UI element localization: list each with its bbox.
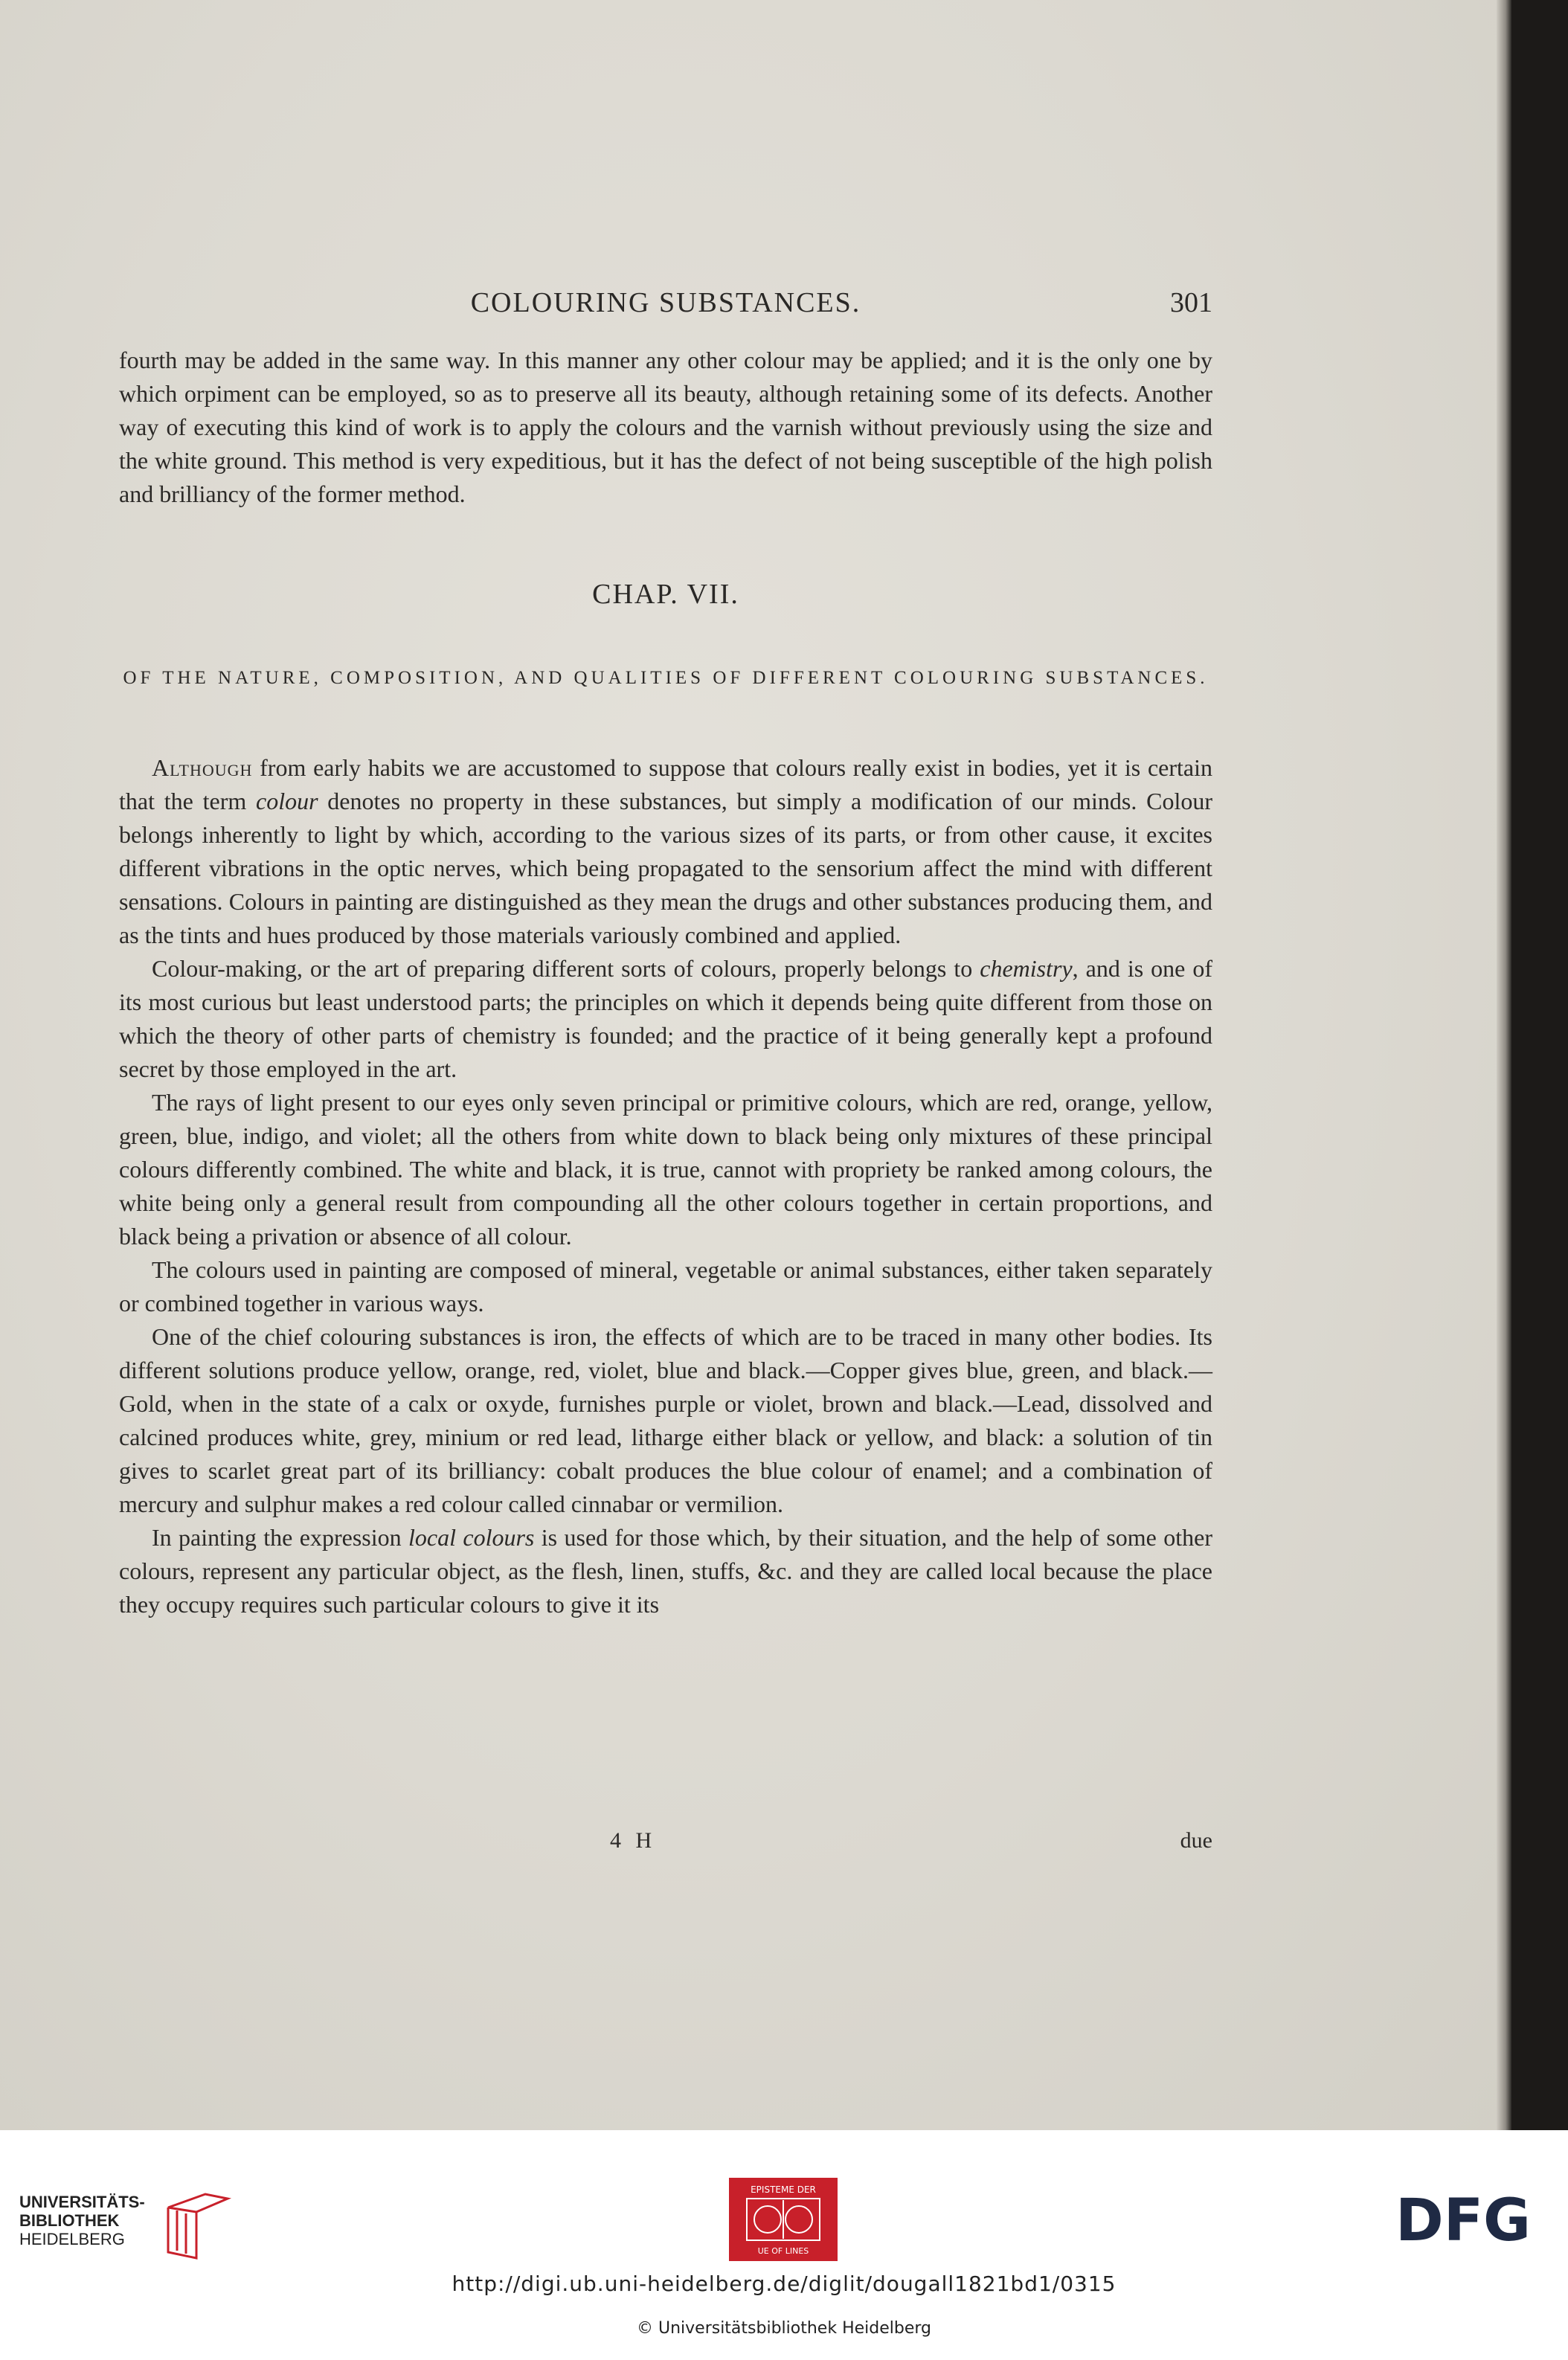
paragraph-6-italic: local colours	[408, 1524, 535, 1551]
library-name-line2: BIBLIOTHEK	[19, 2211, 120, 2230]
library-name-line1: UNIVERSITÄTS-	[19, 2193, 145, 2211]
chapter-heading: CHAP. VII.	[592, 579, 739, 610]
running-title: COLOURING SUBSTANCES.	[470, 287, 861, 318]
body-text	[119, 344, 1212, 1621]
paragraph-6-part-a: In painting the expression	[152, 1524, 409, 1551]
paragraph-1-italic: colour	[256, 788, 318, 814]
dfg-wordmark-icon	[1395, 2190, 1544, 2249]
paragraph-6	[119, 1521, 1212, 1621]
page-number: 301	[1170, 287, 1212, 318]
library-name	[19, 2193, 145, 2248]
paragraph-2-italic: chemistry	[980, 955, 1073, 982]
paragraph-5: One of the chief colouring substances is iron, the effects of which are to be traced in many other bodies. Its different solutions produce yellow, orange, red, violet, blue and black.—Copper gives blue, green, and black.—Gold, when in the state of a calx or oxyde, furnishes purple or violet, brown and black.—Lead, dissolved and calcined produces white, grey, minium or red lead, litharge either black or yellow, and black: a solution of tin gives to scarlet great part of its brilliancy: cobalt produces the blue colour of enamel; and a combination of mercury and sulphur makes a red colour called cinnabar or vermilion.	[119, 1323, 1212, 1517]
paragraph-3: The rays of light present to our eyes only seven principal or primitive colours, which are red, orange, yellow, green, blue, indigo, and violet; all the others from white down to black being only mixtures of these principal colours differently combined. The white and black, it is true, cannot with propriety be ranked among colours, the white being only a general result from compounding all the other colours together in certain proportions, and black being a privation or absence of all colour.	[119, 1089, 1212, 1250]
library-name-line3: HEIDELBERG	[19, 2230, 125, 2248]
paragraph-2-part-b: , and is one of its most curious but least understood parts; the principles on which it depends being quite different from those on which the theory of other parts of chemistry is founded; and the practice of it being generally kept a profound secret by those employed in the art.	[119, 955, 1213, 1082]
paragraph-1-part-a: from early habits we are accustomed to suppose that colours really exist in bodies, yet it is certain that the term	[119, 754, 1212, 814]
paragraph-4: The colours used in painting are composed of mineral, vegetable or animal substances, either taken separately or combined together in various ways.	[119, 1256, 1212, 1316]
permalink-url[interactable]: http://digi.ub.uni-heidelberg.de/diglit/dougall1821bd1/0315	[452, 2271, 1116, 2296]
library-logo[interactable]	[19, 2193, 235, 2260]
dfg-text: DFG	[1395, 2190, 1532, 2249]
paper-edge	[1497, 0, 1511, 2130]
running-head	[119, 286, 1212, 324]
paragraph-continued: fourth may be added in the same way. In this manner any other colour may be applied; and it is the only one by which orpiment can be employed, so as to preserve all its beauty, although retaining some of its defects. Another way of executing this kind of work is to apply the colours and the varnish without previously using the size and the white ground. This method is very expeditious, but it has the defect of not being susceptible of the high polish and brilliancy of the former method.	[119, 347, 1212, 507]
paragraph-6-part-b: is used for those which, by their situation, and the help of some other colours, represent any particular object, as the flesh, linen, stuffs, &c. and they are called local because the place they occupy requires such particular colours to give it its	[119, 1524, 1213, 1618]
paragraph-2	[119, 952, 1212, 1086]
episteme-top-text: EPISTEME DER	[751, 2184, 816, 2195]
signature-mark: 4 H	[610, 1828, 657, 1853]
initial-word: Although	[152, 754, 253, 781]
signature-line	[119, 1828, 1212, 1862]
episteme-bottom-text: UE OF LINES	[757, 2246, 809, 2256]
chapter-subtitle: OF THE NATURE, COMPOSITION, AND QUALITIES OF DIFFERENT COLOURING SUBSTANCES.	[123, 668, 1209, 688]
paragraph-1	[119, 751, 1212, 952]
library-mark-icon	[161, 2193, 235, 2260]
episteme-logo[interactable]	[729, 2178, 838, 2261]
dfg-logo[interactable]	[1395, 2190, 1544, 2253]
copyright-notice: © Universitätsbibliothek Heidelberg	[636, 2319, 931, 2338]
episteme-emblem-icon	[729, 2178, 838, 2261]
paragraph-1-part-b: denotes no property in these substances, but simply a modification of our minds. Colour belongs inherently to light by which, according to the various sizes of its parts, or from other cause, it excites different vibrations in the optic nerves, which being propagated to the sensorium affect the mind with different sensations. Colours in painting are distinguished as they mean the drugs and other substances producing them, and as the tints and hues produced by those materials variously combined and applied.	[119, 788, 1213, 948]
paragraph-2-part-a: Colour-making, or the art of preparing different sorts of colours, properly belongs to	[152, 955, 980, 982]
catchword: due	[1180, 1828, 1212, 1853]
